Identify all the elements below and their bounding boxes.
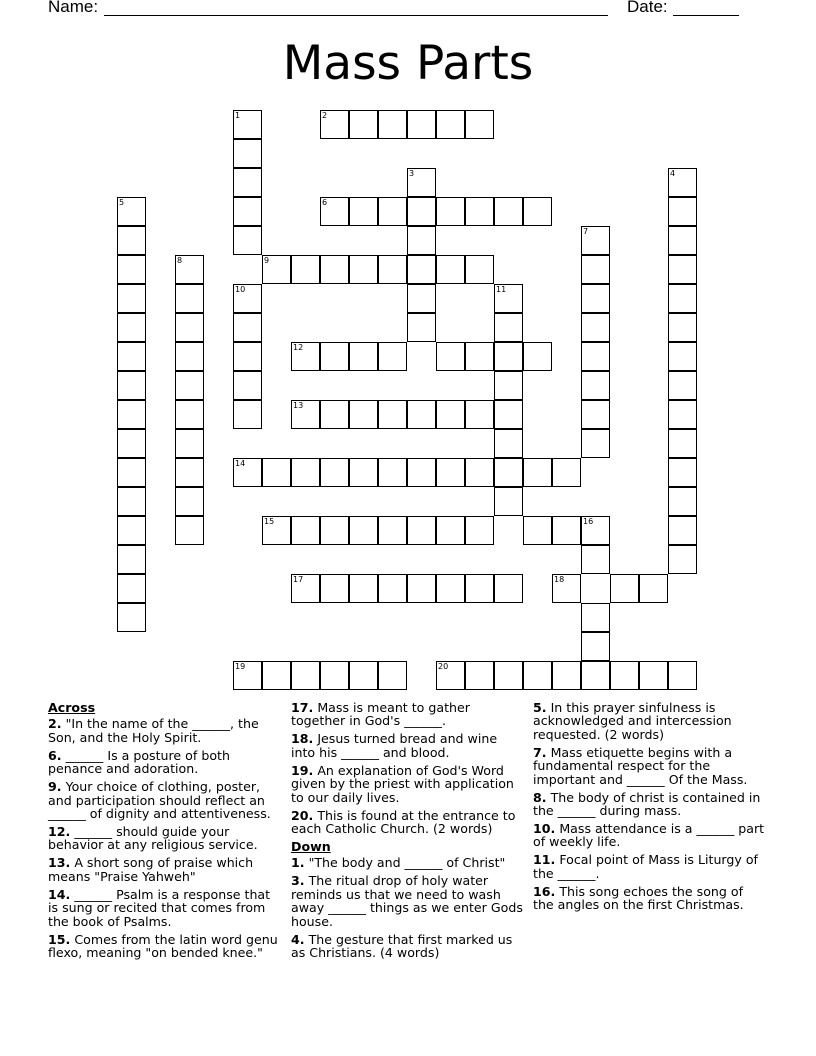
clue-item (48, 717, 280, 744)
clue-number-label: 17. (291, 700, 314, 715)
grid-cell[interactable] (494, 458, 523, 487)
clue-number-label: 11. (533, 852, 556, 868)
grid-cell[interactable] (581, 429, 610, 458)
grid-cell[interactable] (117, 400, 146, 429)
clue-text: Mass etiquette begins with a fundamental respect for the important and ______ Of the Mass. (533, 744, 748, 787)
grid-cell[interactable] (465, 516, 494, 545)
clue-number: 17 (293, 575, 304, 584)
clue-text: An explanation of God's Word given by the priest with application to our daily lives. (291, 762, 514, 805)
clue-number: 15 (264, 517, 275, 526)
grid-cell[interactable] (581, 255, 610, 284)
clue-number-label: 5. (533, 700, 547, 715)
grid-cell[interactable] (465, 400, 494, 429)
grid-cell[interactable] (407, 458, 436, 487)
clue-number: 13 (293, 401, 304, 410)
grid-cell[interactable] (668, 429, 697, 458)
clue-number-label: 1. (291, 855, 305, 871)
grid-cell[interactable] (581, 603, 610, 632)
grid-cell[interactable] (320, 516, 349, 545)
grid-cell[interactable] (233, 371, 262, 400)
grid-cell[interactable] (465, 574, 494, 603)
grid-cell[interactable] (175, 313, 204, 342)
clues-column-1 (48, 701, 280, 964)
grid-cell[interactable] (117, 284, 146, 313)
clue-number: 7 (583, 227, 589, 236)
clue-item (533, 701, 765, 741)
grid-cell[interactable] (581, 226, 610, 255)
grid-cell[interactable] (291, 574, 320, 603)
clue-text: The body of christ is contained in the ______ during mass. (533, 789, 761, 819)
grid-cell[interactable] (262, 458, 291, 487)
grid-cell[interactable] (668, 226, 697, 255)
grid-cell[interactable] (436, 574, 465, 603)
grid-cell[interactable] (581, 545, 610, 574)
grid-cell[interactable] (407, 313, 436, 342)
grid-cell[interactable] (668, 342, 697, 371)
grid-cell[interactable] (668, 400, 697, 429)
clue-number: 12 (293, 343, 304, 352)
down-clue-list (291, 856, 523, 959)
clue-item (533, 885, 765, 912)
across-clue-list (291, 701, 523, 835)
grid-cell[interactable] (465, 197, 494, 226)
clue-text: "The body and ______ of Christ" (304, 855, 506, 871)
grid-cell[interactable] (610, 574, 639, 603)
grid-cell[interactable] (175, 458, 204, 487)
grid-cell[interactable] (233, 458, 262, 487)
grid-cell[interactable] (436, 255, 465, 284)
grid-cell[interactable] (581, 371, 610, 400)
grid-cell[interactable] (436, 458, 465, 487)
grid-cell[interactable] (668, 168, 697, 197)
grid-cell[interactable] (668, 661, 697, 690)
grid-cell[interactable] (407, 516, 436, 545)
grid-cell[interactable] (117, 313, 146, 342)
grid-cell[interactable] (407, 255, 436, 284)
clue-number: 16 (583, 517, 594, 526)
grid-cell[interactable] (668, 487, 697, 516)
clue-number-label: 3. (291, 873, 305, 889)
clue-text: The gesture that first marked us as Christians. (4 words) (291, 931, 513, 961)
clue-number-label: 2. (48, 716, 62, 732)
grid-cell[interactable] (494, 574, 523, 603)
grid-cell[interactable] (291, 400, 320, 429)
clue-number: 5 (119, 198, 125, 207)
grid-cell[interactable] (378, 574, 407, 603)
grid-cell[interactable] (117, 516, 146, 545)
grid-cell[interactable] (494, 661, 523, 690)
clue-text: ______ Psalm is a response that is sung or recited that comes from the book of Psalms. (48, 886, 271, 929)
clue-text: ______ should guide your behavior at any religious service. (48, 824, 258, 853)
grid-cell[interactable] (552, 574, 581, 603)
grid-cell[interactable] (262, 255, 291, 284)
grid-cell[interactable] (639, 574, 668, 603)
grid-cell[interactable] (639, 661, 668, 690)
grid-cell[interactable] (581, 342, 610, 371)
grid-cell[interactable] (349, 574, 378, 603)
grid-cell[interactable] (407, 284, 436, 313)
grid-cell[interactable] (436, 661, 465, 690)
clue-number-label: 6. (48, 747, 62, 763)
clue-item (48, 933, 280, 960)
grid-cell[interactable] (233, 168, 262, 197)
clue-text: In this prayer sinfulness is acknowledged and intercession requested. (2 words) (533, 700, 732, 742)
grid-cell[interactable] (233, 342, 262, 371)
grid-cell[interactable] (349, 197, 378, 226)
clue-text: ______ Is a posture of both penance and adoration. (48, 747, 230, 777)
grid-cell[interactable] (233, 226, 262, 255)
clue-number: 10 (235, 285, 246, 294)
grid-cell[interactable] (291, 458, 320, 487)
grid-cell[interactable] (117, 197, 146, 226)
grid-cell[interactable] (581, 516, 610, 545)
grid-cell[interactable] (494, 429, 523, 458)
grid-cell[interactable] (436, 110, 465, 139)
clue-number: 18 (554, 575, 565, 584)
clue-number: 2 (322, 111, 328, 120)
grid-cell[interactable] (668, 371, 697, 400)
clue-number: 14 (235, 459, 246, 468)
grid-cell[interactable] (523, 342, 552, 371)
clue-number-label: 12. (48, 824, 71, 840)
grid-cell[interactable] (378, 400, 407, 429)
clues-column-3 (533, 701, 765, 916)
clue-item (291, 732, 523, 759)
grid-cell[interactable] (494, 371, 523, 400)
grid-cell[interactable] (465, 342, 494, 371)
grid-cell[interactable] (378, 110, 407, 139)
grid-cell[interactable] (581, 400, 610, 429)
grid-cell[interactable] (668, 516, 697, 545)
grid-cell[interactable] (494, 284, 523, 313)
clue-item (533, 791, 765, 818)
clue-number: 20 (438, 662, 449, 671)
clue-text: The ritual drop of holy water reminds us that we need to wash away ______ things as we enter Gods house. (291, 873, 523, 929)
grid-cell[interactable] (465, 255, 494, 284)
grid-cell[interactable] (378, 458, 407, 487)
grid-cell[interactable] (407, 400, 436, 429)
clue-number-label: 10. (533, 821, 556, 837)
grid-cell[interactable] (349, 342, 378, 371)
grid-cell[interactable] (552, 458, 581, 487)
grid-cell[interactable] (117, 487, 146, 516)
grid-cell[interactable] (175, 255, 204, 284)
grid-cell[interactable] (320, 574, 349, 603)
clue-number: 9 (264, 256, 270, 265)
clue-number-label: 7. (533, 744, 547, 760)
grid-cell[interactable] (407, 197, 436, 226)
grid-cell[interactable] (320, 342, 349, 371)
clue-number-label: 18. (291, 731, 314, 747)
grid-cell[interactable] (320, 400, 349, 429)
grid-cell[interactable] (233, 400, 262, 429)
clue-item (48, 856, 280, 883)
grid-cell[interactable] (233, 661, 262, 690)
down-heading: Down (291, 839, 331, 855)
grid-cell[interactable] (436, 342, 465, 371)
across-clue-list (48, 717, 280, 959)
grid-cell[interactable] (117, 458, 146, 487)
clue-item (533, 853, 765, 880)
clue-text: Focal point of Mass is Liturgy of the ______. (533, 852, 758, 881)
clue-text: A short song of praise which means "Praise Yahweh" (48, 855, 254, 884)
grid-cell[interactable] (378, 516, 407, 545)
clue-number: 4 (670, 169, 676, 178)
grid-cell[interactable] (117, 371, 146, 400)
clue-number-label: 4. (291, 931, 305, 947)
grid-cell[interactable] (349, 110, 378, 139)
grid-cell[interactable] (494, 400, 523, 429)
grid-cell[interactable] (552, 661, 581, 690)
grid-cell[interactable] (436, 400, 465, 429)
grid-cell[interactable] (117, 255, 146, 284)
clue-number: 11 (496, 285, 507, 294)
grid-cell[interactable] (523, 458, 552, 487)
puzzle-title: Mass Parts (282, 36, 534, 91)
grid-cell[interactable] (349, 516, 378, 545)
grid-cell[interactable] (494, 487, 523, 516)
clue-item (291, 933, 523, 960)
grid-cell[interactable] (668, 255, 697, 284)
grid-cell[interactable] (407, 226, 436, 255)
grid-cell[interactable] (349, 255, 378, 284)
grid-cell[interactable] (262, 661, 291, 690)
clue-number-label: 20. (291, 807, 314, 823)
grid-cell[interactable] (581, 284, 610, 313)
grid-cell[interactable] (320, 197, 349, 226)
grid-cell[interactable] (175, 487, 204, 516)
clue-text: Jesus turned bread and wine into his ______ and blood. (291, 731, 498, 760)
grid-cell[interactable] (349, 458, 378, 487)
grid-cell[interactable] (378, 255, 407, 284)
grid-cell[interactable] (117, 603, 146, 632)
grid-cell[interactable] (407, 574, 436, 603)
clue-number: 8 (177, 256, 183, 265)
grid-cell[interactable] (291, 661, 320, 690)
clue-item (291, 809, 523, 836)
grid-cell[interactable] (552, 516, 581, 545)
grid-cell[interactable] (117, 545, 146, 574)
grid-cell[interactable] (175, 429, 204, 458)
grid-cell[interactable] (175, 516, 204, 545)
clue-text: This is found at the entrance to each Catholic Church. (2 words) (291, 807, 516, 837)
grid-cell[interactable] (407, 168, 436, 197)
grid-cell[interactable] (523, 661, 552, 690)
across-heading: Across (48, 700, 96, 715)
clue-number: 6 (322, 198, 328, 207)
clue-number-label: 14. (48, 886, 71, 902)
clue-item (48, 749, 280, 776)
grid-cell[interactable] (291, 255, 320, 284)
grid-cell[interactable] (523, 197, 552, 226)
grid-cell[interactable] (320, 661, 349, 690)
clue-item (291, 764, 523, 804)
grid-cell[interactable] (175, 284, 204, 313)
grid-cell[interactable] (349, 400, 378, 429)
grid-cell[interactable] (668, 458, 697, 487)
grid-cell[interactable] (117, 429, 146, 458)
clue-text: "In the name of the ______, the Son, and the Holy Spirit. (48, 716, 259, 745)
clue-item (291, 856, 523, 869)
clue-item (533, 746, 765, 786)
grid-cell[interactable] (233, 139, 262, 168)
clue-item (533, 822, 765, 849)
grid-cell[interactable] (668, 545, 697, 574)
clue-number-label: 8. (533, 789, 547, 805)
clue-text: Your choice of clothing, poster, and participation should reflect an ______ of dignity and attentiveness. (48, 779, 271, 822)
grid-cell[interactable] (320, 458, 349, 487)
clue-item (291, 874, 523, 928)
grid-cell[interactable] (175, 400, 204, 429)
grid-cell[interactable] (581, 632, 610, 661)
grid-cell[interactable] (494, 197, 523, 226)
grid-cell[interactable] (262, 516, 291, 545)
clue-number: 1 (235, 111, 241, 120)
grid-cell[interactable] (407, 110, 436, 139)
down-clue-list (533, 701, 765, 912)
clue-item (291, 701, 523, 728)
grid-cell[interactable] (523, 516, 552, 545)
grid-cell[interactable] (494, 342, 523, 371)
grid-cell[interactable] (233, 197, 262, 226)
clue-number-label: 15. (48, 931, 71, 947)
grid-cell[interactable] (668, 197, 697, 226)
grid-cell[interactable] (610, 661, 639, 690)
grid-cell[interactable] (233, 284, 262, 313)
grid-cell[interactable] (668, 313, 697, 342)
clue-number: 3 (409, 169, 415, 178)
grid-cell[interactable] (320, 255, 349, 284)
clue-number-label: 16. (533, 883, 556, 899)
clue-item (48, 780, 280, 820)
grid-cell[interactable] (117, 342, 146, 371)
grid-cell[interactable] (494, 313, 523, 342)
clue-number-label: 9. (48, 779, 62, 795)
clue-item (48, 825, 280, 852)
clue-text: Mass is meant to gather together in God's ______. (291, 700, 470, 729)
grid-cell[interactable] (581, 661, 610, 690)
grid-cell[interactable] (378, 197, 407, 226)
clue-text: Comes from the latin word genu flexo, meaning "on bended knee." (48, 931, 278, 961)
grid-cell[interactable] (465, 110, 494, 139)
grid-cell[interactable] (233, 313, 262, 342)
clue-number-label: 19. (291, 762, 314, 778)
grid-cell[interactable] (175, 371, 204, 400)
clue-text: This song echoes the song of the angles on the first Christmas. (533, 883, 744, 913)
grid-cell[interactable] (378, 661, 407, 690)
clues-column-2 (291, 701, 523, 964)
clue-number: 19 (235, 662, 246, 671)
clue-number-label: 13. (48, 855, 71, 871)
grid-cell[interactable] (291, 342, 320, 371)
grid-cell[interactable] (581, 313, 610, 342)
grid-cell[interactable] (436, 516, 465, 545)
grid-cell[interactable] (233, 110, 262, 139)
grid-cell[interactable] (436, 197, 465, 226)
date-label: Date: (627, 0, 668, 16)
clue-text: Mass attendance is a ______ part of weekly life. (533, 821, 765, 850)
grid-cell[interactable] (291, 516, 320, 545)
grid-cell[interactable] (349, 661, 378, 690)
grid-cell[interactable] (465, 661, 494, 690)
grid-cell[interactable] (320, 110, 349, 139)
grid-cell[interactable] (175, 342, 204, 371)
grid-cell[interactable] (117, 226, 146, 255)
grid-cell[interactable] (465, 458, 494, 487)
grid-cell[interactable] (117, 574, 146, 603)
clue-item (48, 888, 280, 928)
grid-cell[interactable] (668, 284, 697, 313)
name-label: Name: (48, 0, 99, 16)
grid-cell[interactable] (378, 342, 407, 371)
